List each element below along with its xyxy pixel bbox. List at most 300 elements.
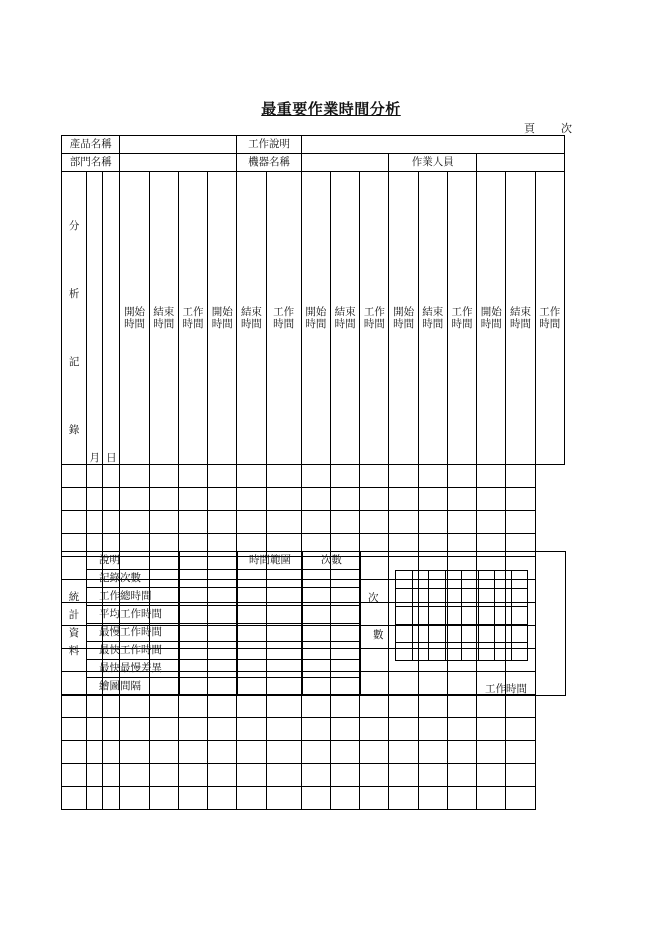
record-cell[interactable] — [120, 787, 149, 810]
record-cell[interactable] — [208, 787, 237, 810]
analysis-char-3: 記 — [68, 356, 80, 368]
freq-grid-row — [396, 571, 528, 589]
col-text: 開始 — [480, 305, 502, 318]
record-cell[interactable] — [87, 741, 103, 764]
freq-grid-cell[interactable] — [511, 571, 528, 589]
record-cell[interactable] — [331, 718, 360, 741]
record-cell[interactable] — [266, 488, 301, 511]
freq-grid-cell[interactable] — [429, 643, 446, 661]
record-cell[interactable] — [301, 741, 330, 764]
col-text: 時間 — [363, 318, 385, 330]
freq-grid-cell[interactable] — [462, 643, 479, 661]
col-text: 工作 — [273, 305, 295, 318]
record-cell[interactable] — [103, 718, 120, 741]
col-text: 結束 — [240, 305, 262, 318]
record-cell[interactable] — [266, 511, 301, 534]
stats-header-row — [62, 552, 566, 570]
record-cell[interactable] — [447, 787, 476, 810]
stats-field[interactable] — [180, 606, 238, 624]
record-cell[interactable] — [149, 787, 178, 810]
record-cell[interactable] — [418, 718, 447, 741]
machine-name-label: 機器名稱 — [237, 154, 301, 172]
record-cell[interactable] — [87, 695, 103, 718]
col-text: 開始 — [211, 305, 233, 318]
col-text: 時間 — [422, 318, 444, 330]
record-cell[interactable] — [266, 787, 301, 810]
record-cell[interactable] — [237, 488, 266, 511]
record-cell[interactable] — [120, 764, 149, 787]
freq-grid-cell[interactable] — [495, 625, 512, 643]
col-start-3 — [301, 172, 330, 465]
product-name-field[interactable] — [120, 136, 237, 154]
col-text: 時間 — [273, 318, 295, 330]
record-cell[interactable] — [120, 488, 149, 511]
record-cell[interactable] — [149, 764, 178, 787]
record-cell[interactable] — [178, 787, 207, 810]
record-row — [62, 695, 565, 718]
record-cell[interactable] — [149, 695, 178, 718]
stats-field[interactable] — [180, 642, 238, 660]
record-cell[interactable] — [506, 718, 535, 741]
work-desc-field[interactable] — [301, 136, 564, 154]
operator-label: 作業人員 — [389, 154, 477, 172]
col-text: 時間 — [124, 318, 146, 330]
record-cell[interactable] — [178, 741, 207, 764]
record-cell[interactable] — [266, 695, 301, 718]
freq-grid-cell[interactable] — [429, 571, 446, 589]
record-cell[interactable] — [418, 787, 447, 810]
record-cell[interactable] — [62, 741, 87, 764]
record-cell[interactable] — [418, 465, 447, 488]
freq-grid-cell[interactable] — [495, 589, 512, 607]
record-cell[interactable] — [149, 718, 178, 741]
col-text: 開始 — [124, 305, 146, 318]
record-cell[interactable] — [477, 695, 506, 718]
record-cell[interactable] — [360, 787, 389, 810]
stats-field[interactable] — [303, 606, 361, 624]
record-cell[interactable] — [87, 465, 103, 488]
record-cell[interactable] — [447, 488, 476, 511]
record-cell[interactable] — [62, 511, 87, 534]
record-cell[interactable] — [237, 741, 266, 764]
freq-grid-cell[interactable] — [511, 625, 528, 643]
month-header-text: 月 — [89, 451, 100, 464]
record-cell[interactable] — [331, 787, 360, 810]
freq-grid-cell[interactable] — [511, 589, 528, 607]
col-text: 工作 — [182, 305, 204, 318]
record-cell[interactable] — [120, 465, 149, 488]
record-cell[interactable] — [237, 787, 266, 810]
col-end-2 — [237, 172, 266, 465]
record-cell[interactable] — [237, 465, 266, 488]
product-name-label: 產品名稱 — [62, 136, 120, 154]
record-cell[interactable] — [506, 695, 535, 718]
record-cell[interactable] — [477, 511, 506, 534]
freq-grid-cell[interactable] — [462, 589, 479, 607]
stats-char-1: 統 — [68, 590, 80, 603]
record-cell[interactable] — [208, 741, 237, 764]
freq-grid-cell[interactable] — [412, 625, 429, 643]
freq-grid-cell[interactable] — [495, 643, 512, 661]
col-text: 工作 — [539, 305, 561, 318]
analysis-form — [61, 135, 565, 810]
col-start-2 — [208, 172, 237, 465]
freq-grid-row — [396, 589, 528, 607]
freq-grid-cell[interactable] — [478, 571, 495, 589]
col-text: 結束 — [334, 305, 356, 318]
work-desc-label: 工作說明 — [237, 136, 301, 154]
record-cell[interactable] — [447, 718, 476, 741]
record-cell[interactable] — [418, 511, 447, 534]
record-cell[interactable] — [447, 741, 476, 764]
col-end-3 — [331, 172, 360, 465]
col-work-1 — [178, 172, 207, 465]
col-text: 工作 — [363, 305, 385, 318]
record-cell[interactable] — [62, 718, 87, 741]
record-cell[interactable] — [208, 511, 237, 534]
freq-grid-cell[interactable] — [396, 589, 413, 607]
record-cell[interactable] — [360, 695, 389, 718]
freq-grid-cell[interactable] — [478, 643, 495, 661]
col-start-1 — [120, 172, 149, 465]
freq-grid-cell[interactable] — [396, 571, 413, 589]
stats-field[interactable] — [238, 588, 303, 606]
col-start-5 — [477, 172, 506, 465]
record-cell[interactable] — [506, 465, 535, 488]
record-cell[interactable] — [178, 511, 207, 534]
col-text: 結束 — [153, 305, 175, 318]
record-cell[interactable] — [301, 787, 330, 810]
record-cell[interactable] — [103, 465, 120, 488]
dept-name-label: 部門名稱 — [62, 154, 120, 172]
stats-field[interactable] — [238, 642, 303, 660]
freq-grid-cell[interactable] — [429, 607, 446, 625]
record-cell[interactable] — [103, 787, 120, 810]
col-text: 時間 — [305, 318, 327, 330]
dept-name-field[interactable] — [120, 154, 237, 172]
record-cell[interactable] — [103, 764, 120, 787]
col-work-3 — [360, 172, 389, 465]
record-cell[interactable] — [331, 741, 360, 764]
record-cell[interactable] — [360, 718, 389, 741]
record-cell[interactable] — [208, 718, 237, 741]
frequency-grid — [395, 570, 528, 661]
freq-grid-cell[interactable] — [445, 607, 462, 625]
month-header — [87, 172, 103, 465]
record-cell[interactable] — [447, 764, 476, 787]
header-row-1 — [62, 136, 565, 154]
freq-y-label-1: 次 — [368, 592, 379, 604]
record-cell[interactable] — [301, 488, 330, 511]
day-header — [103, 172, 120, 465]
record-cell[interactable] — [301, 764, 330, 787]
freq-grid-cell[interactable] — [462, 625, 479, 643]
record-row — [62, 488, 565, 511]
record-cell[interactable] — [62, 465, 87, 488]
record-cell[interactable] — [208, 465, 237, 488]
freq-grid-cell[interactable] — [511, 643, 528, 661]
record-cell[interactable] — [331, 764, 360, 787]
col-text: 開始 — [305, 305, 327, 318]
record-cell[interactable] — [506, 741, 535, 764]
record-cell[interactable] — [331, 511, 360, 534]
record-cell[interactable] — [120, 511, 149, 534]
record-cell[interactable] — [389, 695, 418, 718]
freq-grid-cell[interactable] — [396, 607, 413, 625]
col-text: 時間 — [539, 318, 561, 330]
stats-field[interactable] — [180, 660, 238, 678]
record-cell[interactable] — [477, 488, 506, 511]
stats-field[interactable] — [180, 570, 238, 588]
record-cell[interactable] — [389, 718, 418, 741]
stats-field[interactable] — [303, 624, 361, 642]
record-cell[interactable] — [178, 764, 207, 787]
freq-grid-cell[interactable] — [412, 589, 429, 607]
record-row — [62, 764, 565, 787]
col-text: 時間 — [334, 318, 356, 330]
freq-grid-cell[interactable] — [478, 589, 495, 607]
record-cell[interactable] — [301, 695, 330, 718]
record-cell[interactable] — [418, 695, 447, 718]
record-cell[interactable] — [360, 511, 389, 534]
record-cell[interactable] — [62, 695, 87, 718]
header-row-2 — [62, 154, 565, 172]
record-cell[interactable] — [360, 764, 389, 787]
record-cell[interactable] — [149, 488, 178, 511]
record-cell[interactable] — [447, 511, 476, 534]
stats-count-header: 次數 — [303, 552, 361, 570]
frequency-chart-box — [361, 552, 565, 695]
record-cell[interactable] — [178, 718, 207, 741]
record-cell[interactable] — [506, 511, 535, 534]
record-cell[interactable] — [477, 465, 506, 488]
stats-label-average-time: 平均工作時間 — [87, 606, 180, 624]
record-cell[interactable] — [301, 718, 330, 741]
stats-field[interactable] — [303, 588, 361, 606]
record-cell[interactable] — [87, 764, 103, 787]
freq-grid-cell[interactable] — [445, 643, 462, 661]
record-cell[interactable] — [418, 741, 447, 764]
operator-field[interactable] — [477, 154, 565, 172]
freq-grid-cell[interactable] — [445, 625, 462, 643]
stats-field[interactable] — [303, 660, 361, 678]
col-work-5 — [535, 172, 564, 465]
freq-grid-cell[interactable] — [412, 607, 429, 625]
col-text: 時間 — [480, 318, 502, 330]
col-text: 時間 — [182, 318, 204, 330]
record-cell[interactable] — [237, 511, 266, 534]
page-number-label — [524, 120, 572, 136]
freq-grid-row — [396, 643, 528, 661]
record-cell[interactable] — [178, 695, 207, 718]
record-cell[interactable] — [360, 465, 389, 488]
analysis-char-2: 析 — [68, 288, 80, 300]
record-cell[interactable] — [266, 741, 301, 764]
col-text: 時間 — [211, 318, 233, 330]
record-cell[interactable] — [208, 764, 237, 787]
col-work-4 — [447, 172, 476, 465]
stats-field[interactable] — [238, 660, 303, 678]
stats-range-header: 時間範圍 — [238, 552, 303, 570]
record-cell[interactable] — [477, 764, 506, 787]
record-cell[interactable] — [120, 718, 149, 741]
analysis-char-1: 分 — [68, 220, 80, 232]
analysis-char-4: 錄 — [68, 424, 80, 436]
freq-grid-cell[interactable] — [445, 571, 462, 589]
record-cell[interactable] — [418, 488, 447, 511]
record-cell[interactable] — [447, 695, 476, 718]
record-cell[interactable] — [237, 764, 266, 787]
record-cell[interactable] — [62, 764, 87, 787]
record-cell[interactable] — [266, 465, 301, 488]
freq-grid-cell[interactable] — [495, 571, 512, 589]
record-cell[interactable] — [237, 718, 266, 741]
col-text: 時間 — [451, 318, 473, 330]
freq-grid-cell[interactable] — [412, 643, 429, 661]
record-cell[interactable] — [360, 488, 389, 511]
record-cell[interactable] — [103, 511, 120, 534]
statistics-table — [61, 551, 566, 696]
col-text: 開始 — [393, 305, 415, 318]
col-text: 時間 — [240, 318, 262, 330]
record-cell[interactable] — [418, 764, 447, 787]
record-cell[interactable] — [389, 488, 418, 511]
freq-x-label: 工作時間 — [485, 682, 527, 695]
record-cell[interactable] — [389, 787, 418, 810]
machine-name-field[interactable] — [301, 154, 389, 172]
col-text: 時間 — [509, 318, 531, 330]
col-work-2 — [266, 172, 301, 465]
record-cell[interactable] — [62, 787, 87, 810]
frequency-chart-area — [361, 552, 566, 696]
stats-label-fastest-time: 最快工作時間 — [87, 642, 180, 660]
record-cell[interactable] — [149, 465, 178, 488]
col-text: 工作 — [451, 305, 473, 318]
stats-label-plot-interval: 繪圖間隔 — [87, 678, 180, 696]
record-cell[interactable] — [208, 695, 237, 718]
record-cell[interactable] — [149, 511, 178, 534]
record-cell[interactable] — [237, 695, 266, 718]
record-cell[interactable] — [477, 741, 506, 764]
freq-grid-cell[interactable] — [462, 607, 479, 625]
col-text: 結束 — [422, 305, 444, 318]
stats-side-label — [62, 552, 87, 696]
record-cell[interactable] — [208, 488, 237, 511]
form-title: 最重要作業時間分析 — [261, 100, 401, 118]
freq-y-label-2: 數 — [373, 629, 384, 641]
stats-field[interactable] — [180, 588, 238, 606]
record-cell[interactable] — [149, 741, 178, 764]
stats-label-record-count: 記錄次數 — [87, 570, 180, 588]
record-row — [62, 511, 565, 534]
analysis-record-side-label — [62, 172, 87, 465]
stats-field[interactable] — [303, 642, 361, 660]
record-row — [62, 465, 565, 488]
freq-grid-cell[interactable] — [478, 607, 495, 625]
record-cell[interactable] — [87, 488, 103, 511]
freq-grid-cell[interactable] — [495, 607, 512, 625]
stats-char-4: 料 — [68, 644, 80, 657]
record-row — [62, 718, 565, 741]
record-cell[interactable] — [301, 465, 330, 488]
stats-field[interactable] — [238, 570, 303, 588]
day-header-text: 日 — [106, 451, 117, 464]
record-cell[interactable] — [360, 741, 389, 764]
record-cell[interactable] — [103, 488, 120, 511]
record-cell[interactable] — [447, 465, 476, 488]
record-cell[interactable] — [477, 718, 506, 741]
record-cell[interactable] — [87, 718, 103, 741]
col-end-4 — [418, 172, 447, 465]
record-cell[interactable] — [87, 787, 103, 810]
freq-grid-cell[interactable] — [396, 625, 413, 643]
stats-blank-header — [180, 552, 238, 570]
record-cell[interactable] — [506, 764, 535, 787]
record-cell[interactable] — [120, 695, 149, 718]
col-start-4 — [389, 172, 418, 465]
record-cell[interactable] — [301, 511, 330, 534]
record-cell[interactable] — [331, 488, 360, 511]
record-cell[interactable] — [477, 787, 506, 810]
col-end-1 — [149, 172, 178, 465]
record-cell[interactable] — [331, 465, 360, 488]
record-cell[interactable] — [178, 488, 207, 511]
col-end-5 — [506, 172, 535, 465]
stats-label-slowest-time: 最慢工作時間 — [87, 624, 180, 642]
record-cell[interactable] — [506, 787, 535, 810]
stats-field[interactable] — [238, 678, 303, 696]
freq-grid-cell[interactable] — [429, 589, 446, 607]
record-cell[interactable] — [389, 465, 418, 488]
record-cell[interactable] — [266, 764, 301, 787]
stats-field[interactable] — [238, 624, 303, 642]
record-cell[interactable] — [178, 465, 207, 488]
record-cell[interactable] — [62, 488, 87, 511]
freq-grid-cell[interactable] — [478, 625, 495, 643]
freq-grid-row — [396, 607, 528, 625]
col-text: 時間 — [393, 318, 415, 330]
stats-desc-header: 說明 — [87, 552, 180, 570]
record-cell[interactable] — [389, 741, 418, 764]
freq-grid-cell[interactable] — [445, 589, 462, 607]
stats-field[interactable] — [180, 678, 238, 696]
record-cell[interactable] — [506, 488, 535, 511]
record-cell[interactable] — [331, 695, 360, 718]
record-cell[interactable] — [87, 511, 103, 534]
record-cell[interactable] — [103, 741, 120, 764]
stats-label-fast-slow-diff: 最快最慢差異 — [87, 660, 180, 678]
freq-grid-row — [396, 625, 528, 643]
col-text: 結束 — [509, 305, 531, 318]
stats-char-2: 計 — [68, 608, 80, 621]
freq-grid-cell[interactable] — [462, 571, 479, 589]
freq-grid-cell[interactable] — [396, 643, 413, 661]
freq-grid-cell[interactable] — [511, 607, 528, 625]
record-cell[interactable] — [389, 764, 418, 787]
stats-field[interactable] — [303, 570, 361, 588]
record-row — [62, 741, 565, 764]
freq-grid-cell[interactable] — [412, 571, 429, 589]
record-cell[interactable] — [120, 741, 149, 764]
column-header-row — [62, 172, 565, 465]
freq-grid-cell[interactable] — [429, 625, 446, 643]
record-cell[interactable] — [103, 695, 120, 718]
stats-field[interactable] — [303, 678, 361, 696]
record-cell[interactable] — [389, 511, 418, 534]
stats-field[interactable] — [180, 624, 238, 642]
record-cell[interactable] — [266, 718, 301, 741]
stats-field[interactable] — [238, 606, 303, 624]
